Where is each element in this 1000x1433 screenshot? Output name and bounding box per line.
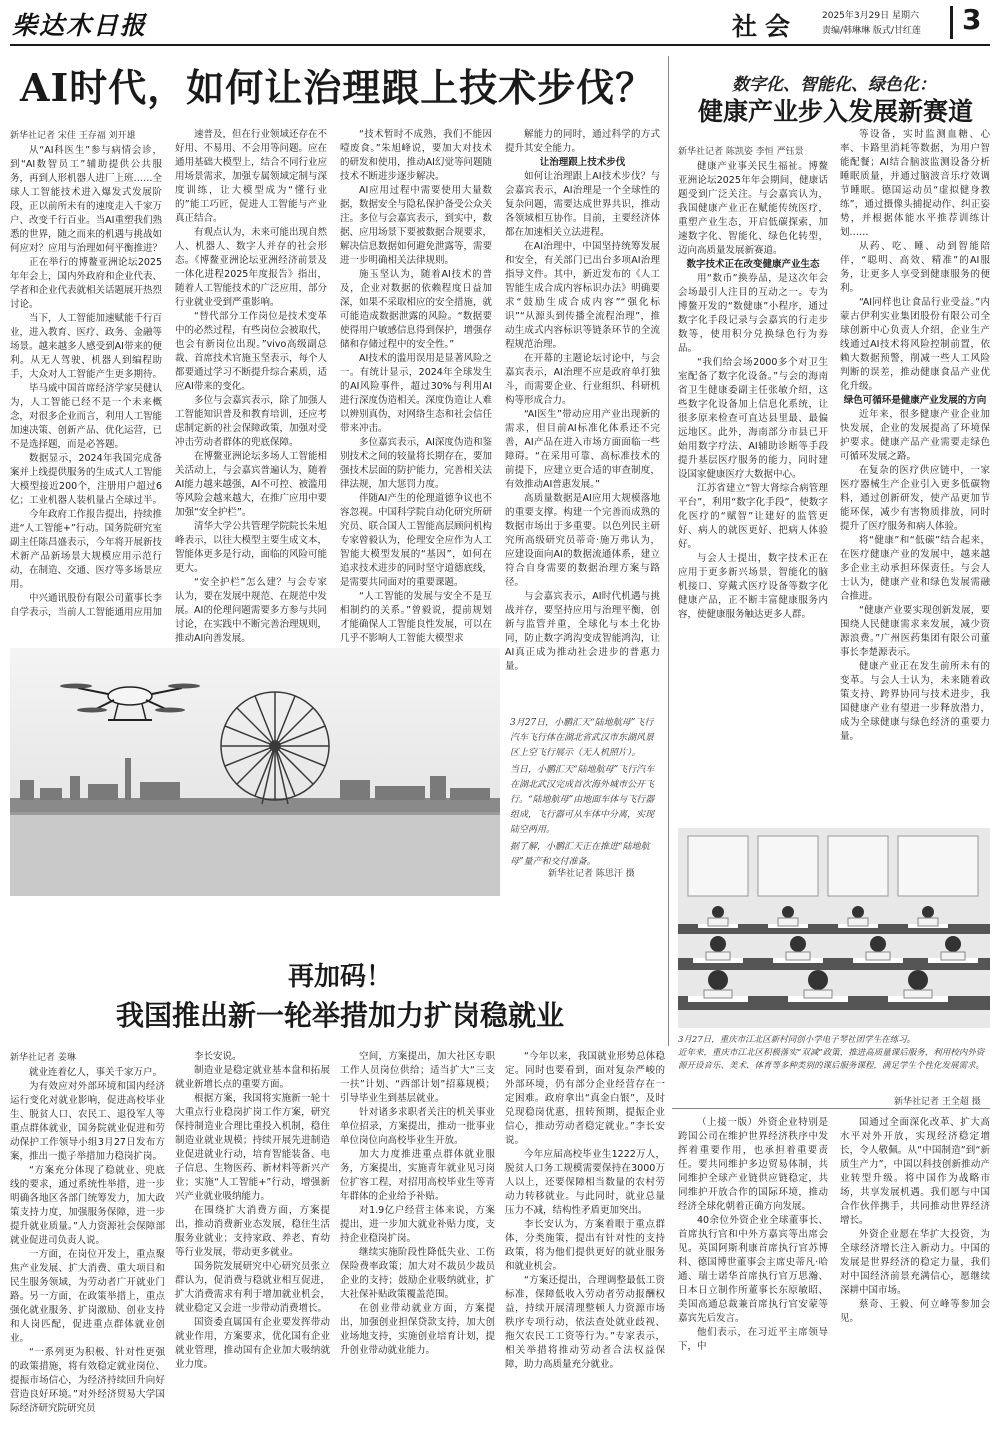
paragraph: “AI同样也让食品行业受益。”内蒙古伊利实业集团股份有限公司全球创新中心负责人介绍，企业生产线通过AI技术将风险控制前置，依赖大数据预警，削减一些人工风险判断的误差，推动健康食品产业优化升级。	[840, 297, 990, 392]
paragraph: 根据方案，我国将实施新一轮十大重点行业稳岗扩岗工作方案，研究保持制造业合理比重投入机制，稳住制造业就业规模；持续开展先进制造业促进就业行动，培育智能装备、电子信息、生物医药、新材料等新兴产业；实施“人工智能+”行动，增强新兴产业就业吸纳能力。	[175, 1093, 330, 1202]
paragraph: （上接一版）外资企业特别是跨国公司在维护世界经济秩序中发挥着重要作用，也承担着重要责任。要共同维护多边贸易体制，共同维护全球产业链供应链稳定，共同维护开放合作的国际环境，推动经济全球化朝着正确方向发展。	[678, 1117, 828, 1212]
paragraph: 近年来，很多健康产业企业加快发展，企业的发展提高了环境保护要求。健康产品产业需要走绿色可循环发展之路。	[840, 409, 990, 462]
masthead-divider	[950, 6, 953, 39]
jobs-article-byline: 新华社记者 姜琳	[10, 1053, 76, 1063]
paragraph: “AI医生”带动应用产业出现新的需求，但目前AI标准化体系还不完善，AI产品在进入市场方面面临一些障碍。“在采用可靠、高标准技术的前提下，应建立更合适的审查制度，有效推动AI普惠发展。”	[505, 409, 660, 490]
section-name: 社会	[732, 12, 799, 41]
caption-line: 据了解，小鹏汇天正在推进“陆地航母”量产和交付准备。	[510, 842, 650, 867]
paragraph: 伴随AI产生的伦理道德争议也不容忽视。中国科学院自动化研究所研究员、联合国人工智能高层顾问机构专家曾毅认为，伦理安全应作为人工智能大模型发展的“基因”，如何在追求技术进步的同时坚守道德底线，是需要共同面对的重要课题。	[340, 493, 493, 588]
paragraph: 在复杂的医疗供应链中，一家医疗器械生产企业引入更多低碳物料，通过创新研发，使产品更加节能环保，减少有害物质排放，同时提升了医疗服务和病人体验。	[840, 465, 990, 532]
paragraph: 40余位外资企业全球董事长、首席执行官和中外方嘉宾等出席会见。英国阿斯利康首席执行官苏博科、德国博世董事会主席史蒂凡·哈通、瑞士诺华首席执行官万思瀚、日本日立制作所董事长东原敏昭、美国高通总裁兼首席执行官安蒙等嘉宾先后发言。	[678, 1215, 828, 1324]
paragraph: 在开幕的主题论坛讨论中，与会嘉宾表示，AI治理不应是政府单打独斗，而需要企业、行业组织、科研机构等形成合力。	[505, 353, 660, 406]
paragraph: 正在举行的博鳌亚洲论坛2025年年会上，国内外政府和企业代表、学者和企业代表就相关话题展开热烈讨论。	[10, 257, 163, 310]
caption-line: 当日，小鹏汇天“陆地航母”飞行汽车在湖北武汉完成首次海外城市公开飞行。“陆地航母”由地面车体与飞行器组成，飞行器可从车体中分离，实现陆空两用。	[510, 765, 655, 835]
paragraph: 健康产业事关民生福祉。博鳌亚洲论坛2025年年会期间，健康话题受到广泛关注。与会嘉宾认为，我国健康产业正在赋能传统医疗，重塑产业生态，开启低碳探索，加速数字化、智能化、绿色化转型，迈向高质量发展新赛道。	[678, 161, 828, 256]
health-article-col-2	[840, 128, 990, 800]
paragraph: 对1.9亿户经营主体来说，方案提出，进一步加大就业补贴力度，支持企业稳岗扩岗。	[340, 1205, 495, 1244]
paragraph: “方案还提出，合理调整最低工资标准，保障低收入劳动者劳动报酬权益，持续开展清理整顿人力资源市场秩序专项行动，依法查处就业歧视、拖欠农民工工资等行为。”专家表示，相关举措将推动劳动者合法权益保障，助力高质量充分就业。	[505, 1275, 665, 1370]
paragraph: 将“健康”和“低碳”结合起来，在医疗健康产业的发展中，越来越多企业主动承担环保责任。与会人士认为，健康产业和绿色发展需融合推进。	[840, 535, 990, 602]
caption-line: 3月27日，小鹏汇天“陆地航母”飞行汽车飞行体在湖北省武汉市东湖风景区上空飞行展示（无人机照片）。	[510, 718, 655, 758]
paragraph: 施玉坚认为，随着AI技术的普及，企业对数据的依赖程度日益加深，如果不采取相应的安全措施，就可能造成数据泄露的风险。“数据要使得用户敏感信息得到保护，增强存储和存储过程中的安全性。”	[340, 269, 493, 350]
paragraph: 用“数币”换券品，是这次年会会场最引人注目的互动之一。专为博鳌开发的“数健康”小程序，通过数字化手段记录与会嘉宾的行走步数等，使用积分兑换绿色行为券品。	[678, 273, 828, 354]
jobs-article-title: 我国推出新一轮举措加力扩岗稳就业	[115, 999, 564, 1032]
paragraph: 江苏省建立“智大肾综合病管理平台”，利用“数字化手段”，使数字化医疗的“赋智”让建好的监管更好、病人的就医更好、把病人体验好。	[678, 483, 828, 550]
flying-car-photo	[10, 648, 500, 896]
ai-article-col-3	[340, 128, 493, 644]
caption-line: 3月27日，重庆市江北区新村同创小学电子琴社团学生在练习。	[678, 1035, 916, 1045]
subheading: 让治理跟上技术步伐	[539, 157, 626, 168]
paragraph: 数据显示，2024年我国完成备案并上线提供服务的生成式人工智能大模型接近200个，注册用户超过6亿；工业机器人装机量占全球过半。	[10, 453, 163, 506]
paragraph: 一方面，在岗位开发上，重点聚焦产业发展、扩大消费、重大项目和民生服务领域，为劳动者广开就业门路。另一方面，在政策举措上，重点强化就业服务、扩岗激励、创业支持和人岗匹配，促进重点群体就业创业。	[10, 1249, 165, 1344]
subheading: 绿色可循环是健康产业发展的方向	[843, 395, 987, 406]
flying-car-credit: 新华社记者 陈思汗 摄	[548, 869, 635, 879]
paragraph: “人工智能的发展与安全不是互相制约的关系。”曾毅说，提前规划才能确保人工智能良性发展，可以在几乎不影响人工智能大模型求	[340, 591, 493, 644]
ai-article-byline: 新华社记者 宋佳 王存福 刘开雄	[10, 131, 136, 141]
flying-car-caption	[510, 716, 660, 866]
paragraph: 在AI治理中，中国坚持统筹发展和安全，有关部门已出台多项AI治理指导文件。其中，新近发布的《人工智能生成合成内容标识办法》明确要求“鼓励生成合成内容”“强化标识”“从源头到传播全流程治理”，推动生成式内容标识等链条环节的全流程规范治理。	[505, 241, 660, 350]
page-number: 3	[962, 3, 982, 36]
health-article-title: 健康产业步入发展新赛道	[697, 97, 973, 126]
paper-name: 柴达木日报	[12, 11, 148, 40]
paragraph: 李长安认为，方案着眼于重点群体，分类施策，提出有针对性的支持政策，将为他们提供更好的就业服务和就业机会。	[505, 1219, 665, 1272]
paragraph: 就业连着亿人，事关千家万户。	[29, 1067, 163, 1078]
paragraph: 在围绕扩大消费方面，方案提出，推动消费新业态发展，稳住生活服务业就业；支持家政、养老、育幼等行业发展，带动更多就业。	[175, 1205, 330, 1258]
subheading: 数字技术正在改变健康产业生态	[686, 259, 820, 270]
paragraph: 国务院发展研究中心研究员张立群认为，促消费与稳就业相互促进，扩大消费需求有利于增加就业机会，就业稳定又会进一步带动消费增长。	[175, 1261, 330, 1314]
section-divider	[672, 1108, 990, 1109]
paragraph: 速普及，但在行业领域还存在不好用、不易用、不会用等问题。应在通用基础大模型上，结合不同行业应用场景需求，加强专属领域定制与深度训练，让大模型成为“懂行业的”能工巧匠，促进人工智能与产业真正结合。	[175, 129, 328, 224]
paragraph: 有观点认为，未来可能出现自然人、机器人、数字人并存的社会形态。《博鳌亚洲论坛亚洲经济前景及一体化进程2025年度报告》指出，随着人工智能技术的广泛应用，部分行业就业受到严重影响。	[175, 227, 328, 308]
jobs-article-kicker: 再加码！	[287, 962, 392, 992]
paragraph: 高质量数据是AI应用大规模落地的重要支撑。构建一个完善而成熟的数据市场出于多重要。以色列民主研究所高级研究员蒂奇·施万弗认为，应建设面向AI的数据流通体系，建立符合自身需要的数据治理方案与路径。	[505, 493, 660, 588]
paragraph: “替代部分工作岗位是技术变革中的必然过程，有些岗位会被取代，也会有新岗位出现。”vivo高级副总裁、首席技术官施玉坚表示，每个人都要通过学习不断提升综合素质，适应AI带来的变化。	[175, 311, 328, 392]
paragraph: 多位与会嘉宾表示，除了加强人工智能知识普及和教育培训，还应考虑制定新的社会保障政策，加强对受冲击劳动者群体的兜底保障。	[175, 395, 328, 448]
paragraph: 加大力度推进重点群体就业服务，方案提出，实施青年就业见习岗位扩容工程，对招用高校毕业生等青年群体的企业给予补贴。	[340, 1149, 495, 1202]
paragraph: “技术暂时不成熟，我们不能因噎废食。”朱旭峰说，要加大对技术的研发和使用，推动AI幻觉等问题随技术不断进步逐步解决。	[340, 129, 492, 182]
continued-article-col-2	[840, 1116, 990, 1426]
paragraph: 制造业是稳定就业基本盘和拓展就业新增长点的重要方面。	[175, 1065, 330, 1090]
paragraph: 多位嘉宾表示，AI深度伪造和鉴别技术之间的较量将长期存在，要加强技术层面的防护能力，完善相关法律法规，加大惩罚力度。	[340, 437, 493, 490]
paragraph: 当下，人工智能加速赋能千行百业，进入教育、医疗、政务、金融等场景。越来越多人感受到AI带来的便利。从无人驾驶、机器人到编程助手，大众对人工智能产生更多期待。	[10, 313, 163, 380]
paragraph: “健康产业要实现创新发展，要围绕人民健康需求来发展，减少资源浪费。”广州医药集团有限公司董事长李楚源表示。	[840, 605, 990, 658]
paragraph: “安全护栏”怎么建？与会专家认为，要在发展中规范、在规范中发展。AI的伦理问题需要多方参与共同讨论，在实践中不断完善治理规则，推动AI向善发展。	[175, 577, 328, 644]
page-editors: 责编/韩琳琳 版式/甘红莲	[822, 26, 921, 36]
jobs-article-col-2	[175, 1050, 330, 1426]
masthead-rule	[10, 44, 990, 46]
paragraph: “我们给会场2000多个对卫生室配备了数字化设备。”与会的海南省卫生健康委副主任张敏介绍，这些数字化设备加上信息化系统，让很多原来检查可直达县里最、最偏远地区。此外，海南部分市县已开始用数字疗法、AI辅助诊断等手段提升基层医疗服务的能力，同时建设国家健康医疗大数据中心。	[678, 357, 828, 480]
paragraph: 他们表示，在习近平主席领导下，中	[678, 1327, 828, 1352]
health-article-kicker: 数字化、智能化、绿色化：	[732, 75, 936, 95]
paragraph: 如何让治理跟上AI技术步伐？与会嘉宾表示，AI治理是一个全球性的复杂问题，需要达成世界共识，推动各领域相互协作。目前，主要经济体都在加速相关立法进程。	[505, 171, 660, 238]
paragraph: 空间，方案提出，加大社区专职工作人员岗位供给；适当扩大“三支一扶”计划、“西部计划”招募规模；引导毕业生到基层就业。	[340, 1051, 495, 1104]
column-divider	[668, 56, 669, 1046]
jobs-article-col-1	[10, 1066, 165, 1426]
paragraph: 从药、吃、睡、动到智能陪伴，“聪明、高效、精准”的AI服务，让更多人享受到健康服务的便利。	[840, 241, 990, 294]
ai-article-col-2	[175, 128, 328, 644]
classroom-credit: 新华社记者 王全超 摄	[894, 1097, 981, 1107]
paragraph: 从“AI科医生”参与病情会诊，到“AI数智员工”辅助提供公共服务，再到人形机器人进厂上班……全球人工智能技术进入爆发式发展阶段，正以前所未有的速度走入千家万户、改变千行百业。当AI重塑我们熟悉的世界，随之而来的机遇与挑战如何应对？应用与治理如何平衡推进？	[10, 145, 163, 254]
issue-date: 2025年3月29日 星期六	[822, 11, 919, 21]
ai-article-col-4	[505, 128, 660, 672]
ai-article-title: AI时代，如何让治理跟上技术步伐？	[20, 65, 655, 110]
paragraph: 在创业带动就业方面，方案提出，加强创业担保贷款支持，加大创业场地支持，实施创业培育计划，提升创业带动就业能力。	[340, 1303, 495, 1356]
paragraph: 等设备，实时监测血糖、心率、卡路里消耗等数据，为用户智能配餐；AI结合脑波监测设备分析睡眠质量，并通过脑波音乐疗效调节睡眠。德国运动员“虚拟健身教练”，通过摄像头捕捉动作、纠正姿势，并根据体能水平推荐训练计划……	[840, 129, 990, 238]
classroom-keyboard-icon	[678, 828, 990, 1028]
classroom-photo	[678, 828, 990, 1028]
jobs-article-col-4	[505, 1050, 665, 1426]
paragraph: 清华大学公共管理学院院长朱旭峰表示，以往大模型主要生成文本，智能体更多是行动，面临的风险可能更大。	[175, 521, 328, 574]
paragraph: “方案充分体现了稳就业、兜底线的要求，通过系统性举措，进一步明确各地区各部门统筹发力，加大政策支持力度，加强服务保障，进一步提升就业质量。”人力资源社会保障部就业促进司负责人说。	[10, 1165, 165, 1246]
paragraph: 继续实施阶段性降低失业、工伤保险费率政策；加大对不裁员少裁员企业的支持；鼓励企业吸纳就业，扩大社保补贴政策覆盖范围。	[340, 1247, 495, 1300]
paragraph: 为有效应对外部环境和国内经济运行变化对就业影响，促进高校毕业生、脱贫人口、农民工、退役军人等重点群体就业，国务院就业促进和劳动保护工作领导小组3月27日发布方案，推出一揽子举措加力稳岗扩岗。	[10, 1081, 165, 1162]
paragraph: 在博鳌亚洲论坛多场人工智能相关活动上，与会嘉宾普遍认为，随着AI能力越来越强，AI不可控、被滥用等风险会越来越大，在推广应用中要加强“安全护栏”。	[175, 451, 328, 518]
paragraph: 国资委直属国有企业要发挥带动就业作用，方案要求，优化国有企业就业管理，推动国有企业加大吸纳就业力度。	[175, 1317, 330, 1370]
health-article-col-1	[678, 160, 828, 800]
paragraph: AI应用过程中需要使用大量数据，数据安全与隐私保护备受公众关注。多位与会嘉宾表示，到实中，数据、应用场景下要被数据合规要求，解决信息数据如何避免泄露等，需要进一步明确相关法律规则。	[340, 185, 493, 266]
paragraph: AI技术的滥用误用是显著风险之一。有统计显示，2024年全球发生的AI风险事件，超过30%与利用AI进行深度伪造相关。深度伪造让人难以辨别真伪，对网络生态和社会信任带来冲击。	[340, 353, 493, 434]
paragraph: 针对诸多求职者关注的机关事业单位招录，方案提出，推动一批事业单位岗位向高校毕业生开放。	[340, 1107, 495, 1146]
paragraph: 今年应届高校毕业生1222万人，脱贫人口务工规模需要保持在3000万人以上，还要保障相当数量的农村劳动力转移就业。与此同时，就业总量压力不减，结构性矛盾更加突出。	[505, 1149, 665, 1216]
paragraph: “今年以来，我国就业形势总体稳定。同时也要看到，面对复杂严峻的外部环境，仍有部分企业经营存在一定困难。政府拿出“真金白银”，及时兑现稳岗优惠，扭转预期，提振企业信心，推动劳动者稳定就业。”李长安说。	[505, 1051, 665, 1146]
paragraph: 蔡奇、王毅、何立峰等参加会见。	[840, 1299, 990, 1324]
paragraph: 外资企业愿在华扩大投资，为全球经济增长注入新动力。中国的发展是世界经济的稳定力量，我们对中国经济前景充满信心，愿继续深耕中国市场。	[840, 1229, 990, 1296]
paragraph: 与会人士提出，数字技术正在应用于更多新兴场景，智能化的脑机接口、穿戴式医疗设备等数字化健康产品，正不断丰富健康服务内容，使健康服务触达更多人群。	[678, 553, 828, 620]
health-article-byline: 新华社记者 陈凯姿 李恒 严钰景	[678, 147, 804, 157]
masthead	[0, 0, 1000, 46]
flying-car-scene	[10, 648, 500, 896]
classroom-caption	[678, 1034, 990, 1094]
paragraph: 国通过全面深化改革、扩大高水平对外开放，实现经济稳定增长，令人敬佩。从“中国制造”到“新质生产力”，中国以科技创新推动产业转型升级。将中国作为战略市场，共享发展机遇。我们愿与中国合作伙伴携手，共同推动世界经济增长。	[840, 1117, 990, 1226]
paragraph: 解能力的同时，通过科学的方式提升其安全能力。	[505, 129, 660, 154]
continued-article-col-1	[678, 1116, 828, 1426]
paragraph: 今年政府工作报告提出，持续推进“人工智能+”行动。国务院研究室副主任陈昌盛表示，今年将开展新技术新产品新场景大规模应用示范行动，在制造、交通、医疗等多场景应用。	[10, 509, 163, 590]
paragraph: 中兴通讯股份有限公司董事长李自学表示，当前人工智能通用应用加	[10, 593, 163, 618]
caption-line: 近年来，重庆市江北区积极落实“双减”政策，推进高质量课后服务，利用校内外资源开设音乐、美术、体育等多种类别的课后服务课程，满足学生个性化发展需求。	[678, 1048, 985, 1071]
paragraph: 健康产业正在发生前所未有的变革。与会人士认为，未来随着政策支持、跨界协同与技术进步，我国健康产业有望进一步释放潜力，成为全球健康与绿色经济的重要力量。	[840, 661, 990, 742]
paragraph: 毕马威中国首席经济学家吴健认为，人工智能已经不是一个未来概念，对很多企业而言，利用人工智能加速决策、创新产品、优化运营，已不是选择题，而是必答题。	[10, 383, 163, 450]
ai-article-col-1	[10, 144, 162, 640]
paragraph: 李长安说。	[194, 1051, 242, 1062]
paragraph: 与会嘉宾表示，AI时代机遇与挑战并存，要坚持应用与治理平衡，创新与监管并重，全球化与本土化协同，防止数字鸿沟变成智能鸿沟，让AI真正成为推动社会进步的普惠力量。	[505, 591, 660, 672]
paragraph: “一系列更为积极、针对性更强的政策措施，将有效稳定就业岗位、提振市场信心，为经济持续回升向好营造良好环境。”对外经济贸易大学国际经济研究院研究员	[10, 1347, 165, 1414]
jobs-article-col-3	[340, 1050, 495, 1426]
